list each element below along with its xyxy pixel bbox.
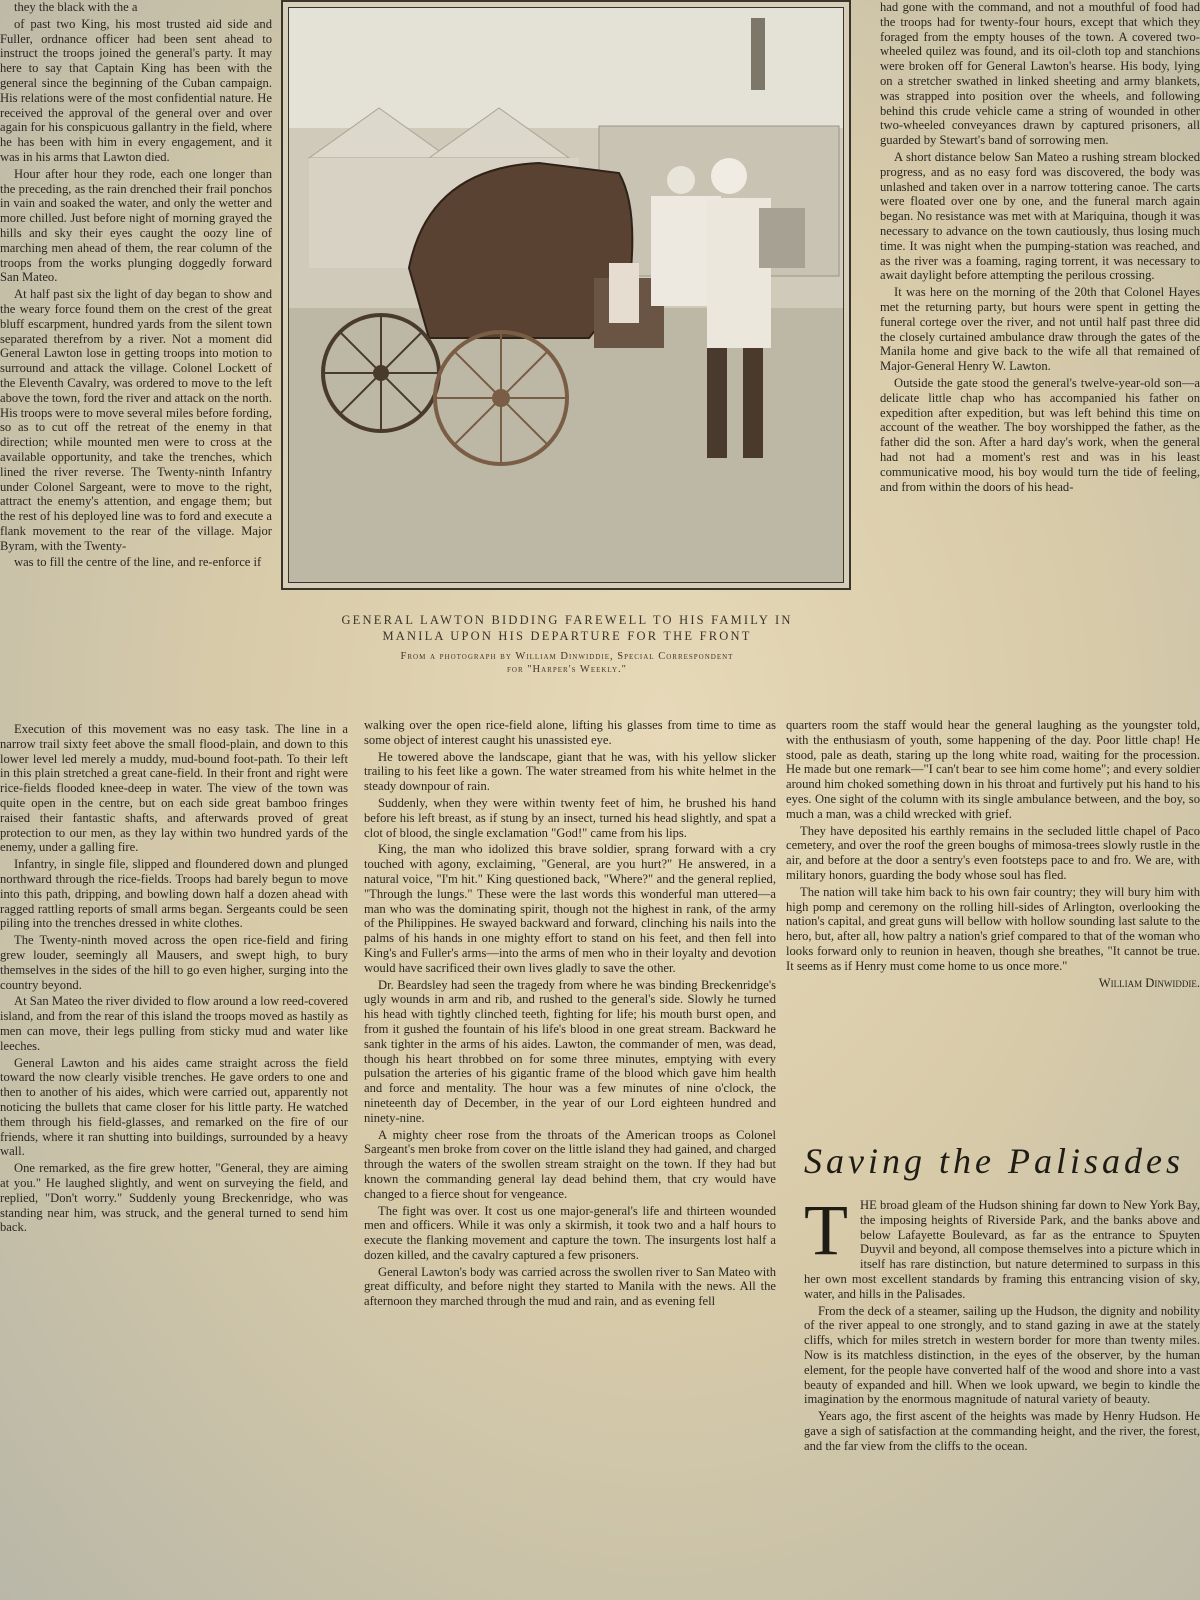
paragraph: King, the man who idolized this brave soldier, sprang forward with a cry touched with agony, exclaiming, "General, are you hurt?" He answered, in a natural voice, "I'm hit." King questioned back, "Where?" and the general replied, "Through the lungs." These were the last words this wonderful man uttered—a man who was the dominating spirit, though not the highest in rank, of the army of the Philippines. He swayed backward and forward, clinching his nails into the palms of his hands in one mighty effort to stand on his feet, and then fell into King's and Fuller's arms—into the arms of men who in their loyalty and devotion would have sacrificed their own lives gladly to save the other.: [364, 842, 776, 975]
carriage-photo-illustration: [289, 8, 844, 583]
paragraph: Suddenly, when they were within twenty feet of him, he brushed his hand before his left breast, as if stung by an insect, turned his head slightly, and spat a clot of blood, the single exclamation "God!" came from his lips.: [364, 795, 776, 840]
article-column-right-top: [880, 0, 1200, 714]
paragraph: was to fill the centre of the line, and re-enforce if: [14, 555, 262, 570]
paragraph: quarters room the staff would hear the general laughing as the youngster told, with the enthusiasm of youth, some happening of the day. Poor little chap! He stood, pale as death, staring up the long white road, waiting for the procession. He made but one remark—"I can't bear to see him come home"; and every soldier around him choked something down in his throat and furtively put his hand to his eyes. One sight of the column with its single ambulance between, and the boy, so much a man, was a child wrecked with grief.: [786, 718, 1200, 821]
paragraph: General Lawton and his aides came straight across the field toward the now clearly visible trenches. He gave orders to one and then to another of his aides, which were carried out, apparently not noticing the bullets that came closer for his little party. He watched them through his field-glasses, and remarked on the fire of our friends, where it ran shutting into buildings, surrounded by a heavy wall.: [0, 1055, 348, 1159]
paragraph: Execution of this movement was no easy task. The line in a narrow trail sixty feet above the small flood-plain, and down to this lower level led merely a muddy, mud-bound foot-path. To their left in this plain stretched a great cane-field. In their front and right were rice-fields flooded knee-deep in water. The view of the town was quite open in the centre, but on each side great bamboo fringes raised their fantastic shafts, and afterwards proved of great protection to our men, as they lay within two hundred yards of the enemy, under a galling fire.: [0, 722, 348, 855]
credit-line: for "Harper's Weekly.": [507, 664, 627, 675]
photo-caption: [280, 612, 854, 676]
paragraph: It was here on the morning of the 20th that Colonel Hayes met the returning party, but hours were spent in getting the funeral cortege over the river, and not until half past three did the closely curtained ambulance draw through the gates of the Manila home and give back to the wife all that remained of Major-General Henry W. Lawton.: [880, 285, 1200, 374]
paragraph: Years ago, the first ascent of the heights was made by Henry Hudson. He gave a sigh of satisfaction at the commanding height, and the river, the forest, and the far view from the cliffs to the ocean.: [804, 1409, 1200, 1453]
paragraph: walking over the open rice-field alone, lifting his glasses from time to time as some object of interest caught his unassisted eye.: [364, 718, 776, 747]
photograph-frame: [281, 0, 851, 590]
paragraph: They have deposited his earthly remains in the secluded little chapel of Paco cemetery, and over the roof the green boughs of mimosa-trees slowly rustle in the air, and before at the door a sentry's even footsteps pace to and fro. We are, with military honors, guarding the body whose soul has fled.: [786, 823, 1200, 882]
paragraph: Outside the gate stood the general's twelve-year-old son—a delicate little chap who has accompanied his father on expedition after expedition, but was left behind this time on account of the weather. The boy worshipped the father, as the father did the son. After a hard day's work, when the general had not had a moment's rest and was in his least communicative mood, his boy would turn the tide of feeling, and from within the doors of his head-: [880, 375, 1200, 494]
paragraph: The fight was over. It cost us one major-general's life and thirteen wounded men and officers. While it was only a skirmish, it took two and a half hours to execute the flanking movement and capture the town. The insurgents lost half a dozen killed, and the cavalry captured a few prisoners.: [364, 1203, 776, 1262]
paragraph: Hour after hour they rode, each one longer than the preceding, as the rain drenched their frail ponchos in vain and soaked the water, and only the wetter and more chilled. Just before night of morning grayed the hills and sky their eyes caught the oozy line of marching men ahead of them, the rear column of the troops from the works plunging doggedly forward San Mateo.: [0, 166, 272, 285]
palisades-article: [804, 1198, 1200, 1600]
paragraph: HE broad gleam of the Hudson shining far down to New York Bay, the imposing heights of Riverside Park, and the banks above and below Lafayette Boulevard, as far as the entrance to Spuyten Duyvil and beyond, all compose themselves into a picture which in itself has rare distinction, but nature determined to surpass in this her own most excellent standards by framing this entrancing vision of sky, water, and hills in the Palisades.: [804, 1198, 1200, 1301]
caption-line: GENERAL LAWTON BIDDING FAREWELL TO HIS FAMILY IN: [341, 613, 793, 627]
paragraph: One remarked, as the fire grew hotter, "General, they are aiming at you." He laughed slightly, and went on surveying the field, and replied, "Don't worry." Suddenly young Breckenridge, who was standing near him, was struck, and the general turned to send him back.: [0, 1161, 348, 1235]
paragraph: A short distance below San Mateo a rushing stream blocked progress, and as no easy ford was discovered, the body was unlashed and taken over in a narrow tottering canoe. The carts were floated over one by one, and the funeral march again began. No resistance was met with at Mariquina, though it was necessary to advance on the town cautiously, thus losing much time. It was night when the pumping-station was reached, and as the river was a foaming, raging torrent, it was necessary to await daylight before attempting the perilous crossing.: [880, 149, 1200, 283]
drop-cap: T: [804, 1198, 848, 1270]
paragraph: of past two King, his most trusted aid side and Fuller, ordnance officer had been sent ahead to instruct the troops joined the general's party. It may here to say that Captain King has been with the general since the beginning of the Cuban campaign. His relations were of the most confidential nature. He received the approval of the general over and over again for his conspicuous gallantry in the field, where he has been with him in every engagement, and it was in his arms that Lawton died.: [0, 16, 272, 164]
paragraph: From the deck of a steamer, sailing up the Hudson, the dignity and nobility of the river appeal to one strongly, and to stand gazing in awe at the stately cliffs, which for miles stretch in western border for more than twenty miles. Now is its matchless distinction, in the eyes of the observer, by the human element, for the people have converted half of the wood and shore into a vast beauty of expanded and hill. When we look upward, we begin to kindle the imagination by the enormous magnitude of natural variety of beauty.: [804, 1303, 1200, 1407]
paragraph: At half past six the light of day began to show and the weary force found them on the crest of the great bluff escarpment, hundred yards from the silent town separated therefrom by a river. Not a moment did General Lawton lose in getting troops into motion to surround and attack the village. Colonel Lockett of the Eleventh Cavalry, was ordered to move to the left above the town, ford the river and attack on the north. His troops were to move several miles before fording, so as to cut off the retreat of the enemy in that direction; while mounted men were to cross at the available opportunity, and take the trenches, which lined the river reverse. The Twenty-ninth Infantry under Colonel Sargeant, were to move to the right, attract the enemy's attention, and engage them; but the rest of his deployed line was to ford and execute a flank movement to the rear of the village. Major Byram, with the Twenty-: [0, 287, 272, 553]
article-column-right-middle: [786, 718, 1200, 1108]
paragraph: General Lawton's body was carried across the swollen river to San Mateo with great difficulty, and before night they started to Manila with the news. All the afternoon they marched through the mud and rain, and as evening fell: [364, 1264, 776, 1309]
article-column-middle: [364, 718, 776, 1600]
paragraph: Dr. Beardsley had seen the tragedy from where he was binding Breckenridge's ugly wounds in arm and rib, and rushed to the general's side. Slowly he turned his head with tightly clinched teeth, fighting for life; his mouth burst open, and from it gushed the fountain of his life's blood in one great stream. Backward he sank tighter in the arms of his aides. Lawton, the commander of men, was dead, though his heart throbbed on for some three minutes, emptying with every pulsation the arteries of his gigantic frame of the blood which gave him health and force and mentality. The hour was a few minutes of nine o'clock, the nineteenth day of December, in the year of our Lord eighteen hundred and ninety-nine.: [364, 977, 776, 1125]
photo-credit: [280, 650, 854, 676]
author-byline: William Dinwiddie.: [1098, 975, 1200, 990]
paragraph: A mighty cheer rose from the throats of the American troops as Colonel Sargeant's men broke from cover on the little island they had gained, and charged through the waters of the swollen stream straight on the town. If they had but known the commanding general lay dead behind them, that cry would have changed to a fierce shout for vengeance.: [364, 1127, 776, 1201]
article-heading: Saving the Palisades: [804, 1141, 1184, 1181]
paragraph: At San Mateo the river divided to flow around a low reed-covered island, and from the rear of this island the troops moved as hastily as men can move, their legs pulling from sticky mud and water like leeches.: [0, 994, 348, 1053]
article-column-left-bottom: [0, 722, 348, 1600]
caption-title: [280, 612, 854, 644]
paragraph: He towered above the landscape, giant that he was, with his yellow slicker trailing to his feet like a gown. The water streamed from his white helmet in the steady downpour of rain.: [364, 749, 776, 794]
caption-line: MANILA UPON HIS DEPARTURE FOR THE FRONT: [382, 629, 752, 643]
photograph: [288, 7, 844, 583]
paragraph: had gone with the command, and not a mouthful of food had the troops had for twenty-four hours, except that which they foraged from the empty houses of the town. A covered two-wheeled quilez was found, and its oil-cloth top and stanchions were broken off for General Lawton's hearse. His body, lying on a stretcher swathed in linked sheeting and army blankets, was strapped into position over the wheels, and following behind this crude vehicle came a string of wounded in other two-wheeled conveyances drawn by captured prisoners, all guarded by Stewart's band of sorrowing men.: [880, 0, 1200, 148]
paragraph: Infantry, in single file, slipped and floundered down and plunged northward through the rice-fields. Troops had barely begun to move into this path, dripping, and bowling down half a dozen ahead with ragged rattling reports of small arms began. Sergeants could be seen piling into the trenches dressed in white clothes.: [0, 857, 348, 931]
paragraph: The Twenty-ninth moved across the open rice-field and firing grew louder, seemingly all Mausers, and swept high, to bury themselves in the sides of the hill to go even higher, surging into the country beyond.: [0, 933, 348, 992]
paragraph: The nation will take him back to his own fair country; they will bury him with high pomp and ceremony on the rolling hill-sides of Arlington, overlooking the nation's capital, and great guns will bellow with hollow sounding last salute to the hero, but, after all, how paltry a nation's grief compared to that of the woman who looks forward only to reunion in heaven, though she breathes, "It cannot be true. It seems as if Henry must come home to us once more.": [786, 884, 1200, 973]
credit-line: From a photograph by William Dinwiddie, Special Correspondent: [400, 651, 734, 662]
article-column-left-top: [0, 0, 272, 720]
paragraph: they the black with the a: [14, 0, 138, 14]
